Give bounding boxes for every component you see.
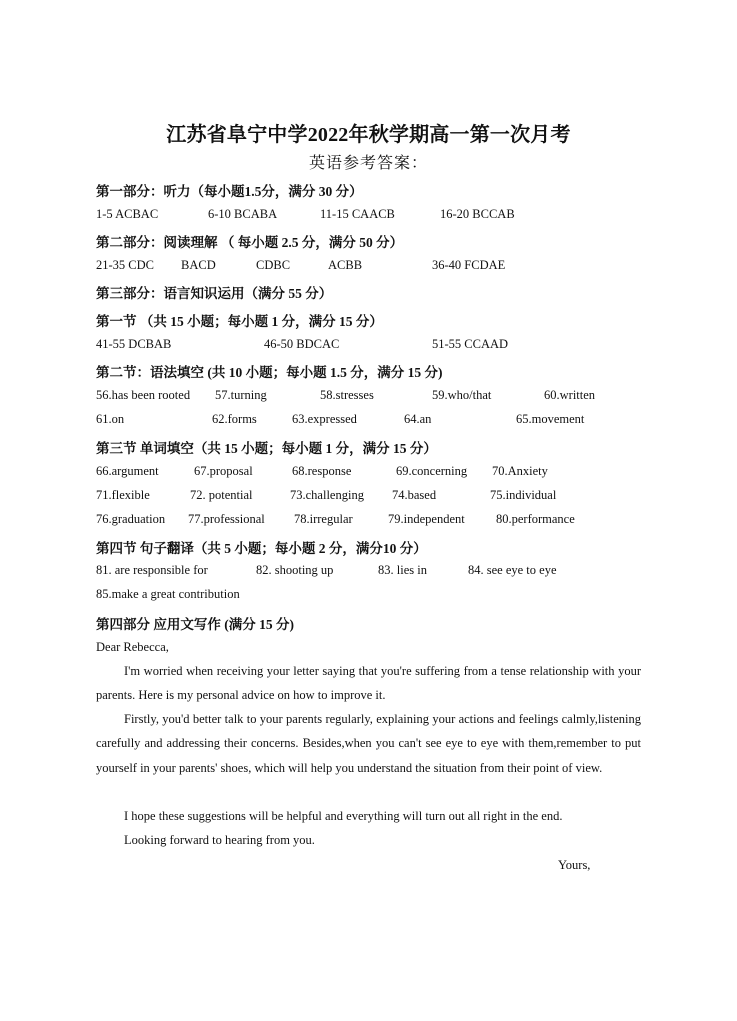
answer-item: 82. shooting up bbox=[256, 563, 334, 577]
section2-heading: 第二节：语法填空 (共 10 小题；每小题 1.5 分，满分 15 分) bbox=[96, 365, 443, 380]
letter-paragraph: Firstly, you'd better talk to your parents regularly, explaining your actions and feelings calmly,listening carefully and addressing their concerns. Besides,when you can't see eye to eye with them,remember to put yourself in your parents' shoes, which will help you understand the situation from their point of view. bbox=[96, 712, 641, 775]
part1-heading: 第一部分：听力（每小题1.5分，满分 30 分） bbox=[96, 184, 363, 199]
answer-item: 71.flexible bbox=[96, 488, 150, 502]
answer-item: 70.Anxiety bbox=[492, 464, 548, 478]
answer-item: 68.response bbox=[292, 464, 352, 478]
letter-closing: Yours, bbox=[558, 858, 591, 872]
answer-item: 41-55 DCBAB bbox=[96, 337, 172, 351]
answer-item: 60.written bbox=[544, 388, 596, 402]
section3-heading: 第三节 单词填空（共 15 小题；每小题 1 分，满分 15 分） bbox=[96, 441, 437, 456]
part1-answer-row bbox=[0, 207, 737, 225]
answer-item: 46-50 BDCAC bbox=[264, 337, 340, 351]
answer-item: 78.irregular bbox=[294, 512, 353, 526]
answer-item: 58.stresses bbox=[320, 388, 374, 402]
answer-item: 56.has been rooted bbox=[96, 388, 191, 402]
section3-answer-row bbox=[0, 512, 737, 530]
answer-item: 51-55 CCAAD bbox=[432, 337, 509, 351]
answer-item: 80.performance bbox=[496, 512, 575, 526]
answer-item: BACD bbox=[181, 258, 216, 272]
page-subtitle: 英语参考答案： bbox=[308, 155, 428, 172]
answer-item: 65.movement bbox=[516, 412, 585, 426]
section2-answer-row bbox=[0, 412, 737, 430]
part2-heading: 第二部分：阅读理解 （ 每小题 2.5 分，满分 50 分） bbox=[96, 235, 404, 250]
answer-item: 77.professional bbox=[188, 512, 265, 526]
answer-item: 36-40 FCDAE bbox=[432, 258, 506, 272]
section4-answer-row bbox=[0, 563, 737, 581]
answer-item: 57.turning bbox=[215, 388, 267, 402]
section3-answer-row bbox=[0, 464, 737, 482]
section2-answer-row bbox=[0, 388, 737, 406]
answer-item: 6-10 BCABA bbox=[208, 207, 278, 221]
answer-item: 76.graduation bbox=[96, 512, 166, 526]
answer-item: 66.argument bbox=[96, 464, 159, 478]
page-title: 江苏省阜宁中学2022年秋学期高一第一次月考 bbox=[166, 124, 571, 146]
answer-item: 61.on bbox=[96, 412, 125, 426]
letter-paragraph: I'm worried when receiving your letter saying that you're suffering from a tense relationship with your parents. Here is my personal advice on how to improve it. bbox=[96, 664, 641, 703]
answer-item: 81. are responsible for bbox=[96, 563, 208, 577]
letter-paragraph: I hope these suggestions will be helpful and everything will turn out all right in the end. bbox=[124, 809, 563, 823]
answer-item: 11-15 CAACB bbox=[320, 207, 395, 221]
section1-heading: 第一节 （共 15 小题；每小题 1 分，满分 15 分） bbox=[96, 314, 383, 329]
section3-answer-row bbox=[0, 488, 737, 506]
answer-item: 67.proposal bbox=[194, 464, 253, 478]
answer-item: 85.make a great contribution bbox=[96, 587, 240, 601]
answer-item: 72. potential bbox=[190, 488, 253, 502]
answer-item: 16-20 BCCAB bbox=[440, 207, 515, 221]
answer-item: 83. lies in bbox=[378, 563, 427, 577]
answer-item: 79.independent bbox=[388, 512, 465, 526]
part4-heading: 第四部分 应用文写作 (满分 15 分) bbox=[96, 617, 294, 632]
part3-heading: 第三部分：语言知识运用（满分 55 分） bbox=[96, 286, 333, 301]
letter-greeting: Dear Rebecca, bbox=[96, 640, 169, 654]
answer-item: 64.an bbox=[404, 412, 432, 426]
answer-item: 75.individual bbox=[490, 488, 557, 502]
answer-item: 73.challenging bbox=[290, 488, 364, 502]
answer-item: 62.forms bbox=[212, 412, 257, 426]
answer-item: 84. see eye to eye bbox=[468, 563, 557, 577]
answer-item: ACBB bbox=[328, 258, 363, 272]
answer-item: 21-35 CDC bbox=[96, 258, 154, 272]
section1-answer-row bbox=[0, 337, 737, 355]
section4-heading: 第四节 句子翻译（共 5 小题；每小题 2 分，满分10 分） bbox=[96, 541, 427, 556]
answer-item: 69.concerning bbox=[396, 464, 468, 478]
answer-item: 63.expressed bbox=[292, 412, 357, 426]
answer-item: 59.who/that bbox=[432, 388, 492, 402]
answer-item: 74.based bbox=[392, 488, 437, 502]
letter-paragraph: Looking forward to hearing from you. bbox=[124, 833, 315, 847]
part2-answer-row bbox=[0, 258, 737, 276]
answer-item: 1-5 ACBAC bbox=[96, 207, 159, 221]
answer-item: CDBC bbox=[256, 258, 291, 272]
